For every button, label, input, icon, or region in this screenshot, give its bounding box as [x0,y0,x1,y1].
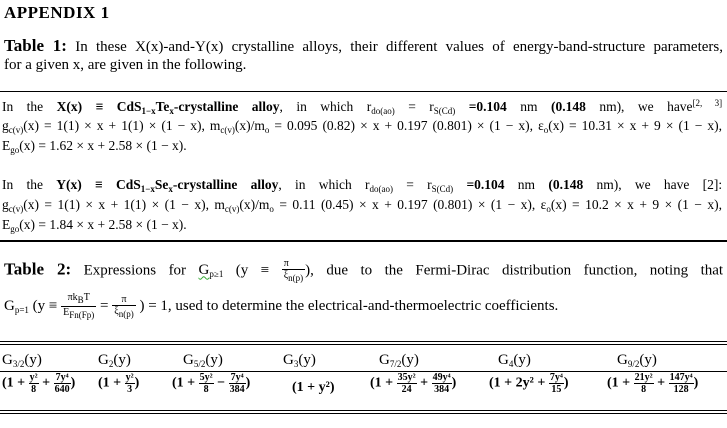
table2-pi2: π [112,294,135,306]
table1-caption-line1 [4,36,723,56]
alloy-y-r-val: =0.104 [466,177,505,192]
alloy-x-eps-sub: o [543,125,549,135]
alloy-y-colon: : [718,177,723,192]
alloy-y-symbol: Y(x) ≡ CdS [56,177,141,192]
alloy-y-line1 [2,177,722,194]
g3-value: (1 + y²) [292,380,335,395]
alloy-x-intro: In the [2,99,44,114]
alloy-x-m-eq: (x)/m [234,118,265,133]
table2-y-eq2: (y ≡ [32,297,58,314]
g32-header: $G_{3/2}(y)$ [2,352,42,369]
table2-caption-line2 [4,292,558,321]
alloy-x-r-s-sub: S(Cd) [433,106,456,116]
alloy-x-m-val: = 0.095 (0.82) × x + 0.197 (0.801) × (1 − x), ε [269,118,544,133]
alloy-y-e: E [2,217,11,232]
g3-header: $G_3(y)$ [283,352,316,369]
alloy-x-m-sub: c(v) [220,125,235,135]
g72-header: $G_{7/2}(y)$ [379,352,419,369]
alloy-x-refs: [2, 3] [692,98,723,108]
alloy-y-nm1: nm [517,177,536,192]
alloy-x-sub2: x [169,106,174,116]
alloy-y-refs: [2] [702,177,719,192]
alloy-y-g-sub: c(v) [8,204,24,214]
alloy-y-label: -crystalline alloy [172,177,279,192]
table2-xi2: ξ [114,305,119,317]
table2-expressions: Expressions [83,262,157,279]
alloy-x-which: , in which [279,99,354,114]
table2-pi-fraction [282,258,305,284]
alloy-x-r-do-sub: do(ao) [371,106,395,116]
table2-xi: ξ [283,270,289,281]
alloy-y-line3 [2,217,722,234]
g72-value: (1 + $\frac{\text{35y²}}{24}$ + $\frac{\text{49y⁴}}{384}$ ) [370,372,457,395]
alloy-x-we-have: we have [637,99,693,114]
table2-y-eq: (y ≡ [235,262,270,279]
table2-gp1: G [4,297,15,314]
table1-label: Table 1: [4,36,67,55]
alloy-x-line1 [2,98,722,116]
alloy-y-sub2: x [168,184,173,194]
alloy-x-e-sub: go [10,145,20,155]
table1-caption-line2: for a given x, are given in the following. [4,57,247,73]
alloy-x-eps-val: (x) = 10.31 × x + 9 × (1 − x), [548,118,722,133]
alloy-y-eps-sub: o [546,204,551,214]
alloy-x-eq: = r [408,99,434,114]
table2-caption-line1 [4,258,723,284]
alloy-y-e-sub: go [10,224,20,234]
g52-header: $G_{5/2}(y)$ [183,352,223,369]
table2-xi-sub2: n(p) [118,308,134,319]
table2-rest1: , due to the Fermi-Dirac distribution function, noting that [310,262,724,279]
table2-for: for [168,262,187,279]
table2-den2: E [63,307,70,318]
g2-header: $G_2(y)$ [98,352,131,369]
alloy-y-r-s-sub: S(Cd) [431,184,454,194]
alloy-x-r-val: =0.104 [468,99,507,114]
table2-bottom-line2 [0,413,727,414]
table2-num2: πk [67,292,78,303]
table2-close: ) [305,262,311,279]
table2-label: Table 2: [4,259,72,279]
table2-g-sub: p≥1 [209,269,224,280]
alloy-y-eq: = r [406,177,432,192]
table2-bottom-line1 [0,410,727,411]
alloy-x-line3 [2,138,722,155]
g2-value: (1 + $\frac{\text{y²}}{3}$ ) [98,372,140,395]
table2-kt-fraction [61,292,96,321]
alloy-y-we-have: we have [634,177,690,192]
divider-mid [0,240,727,242]
alloy-y-line2 [2,197,722,214]
alloy-x-g-eq: (x) = 1(1) × x + 1(1) × (1 − x), m [23,118,221,133]
table2-pi: π [282,258,305,270]
g52-value: (1 + $\frac{\text{5y²}}{8}$ − $\frac{\text{7y⁴}}{384}$ ) [172,372,251,395]
alloy-x-mo-sub: o [264,125,270,135]
g92-header: $G_{9/2}(y)$ [617,352,657,369]
table2-g: G [198,262,210,279]
table2-gp1-sub: p=1 [14,304,29,315]
table1-caption-text: In these X(x)-and-Y(x) crystalline alloys, their different values of energy-band-structure parameters, [75,39,723,55]
table2-close2: ) = 1 [139,297,168,314]
alloy-y-r-do-sub: do(ao) [369,184,394,194]
table2-rest2: , used to determine the electrical-and-thermoelectric coefficients. [167,297,559,314]
alloy-x-nm2: nm), [599,99,625,114]
appendix-title: APPENDIX 1 [4,3,110,22]
alloy-y-mo-sub: o [269,204,274,214]
alloy-x-g-sub: c(v) [8,125,24,135]
alloy-y-se: Se [154,177,169,192]
alloy-x-e: E [2,138,11,153]
table2-top-line2 [0,344,727,345]
alloy-x-r-do: r [366,99,372,114]
alloy-x-te: Te [155,99,170,114]
alloy-y-m-sub: c(v) [224,204,240,214]
table2-pi-fraction2 [112,294,135,320]
g4-value: (1 + 2y² + $\frac{\text{7y⁴}}{15}$ ) [489,372,569,395]
alloy-y-which: , in which [278,177,352,192]
divider-top [0,91,727,92]
alloy-y-g: g [2,197,9,212]
alloy-y-e-val: (x) = 1.84 × x + 2.58 × (1 − x). [19,217,187,232]
table2-num2-sub: B [77,295,84,305]
alloy-y-r-do: r [365,177,370,192]
alloy-y-m-eq: (x)/m [239,197,270,212]
alloy-x-r-val2: (0.148 [550,99,586,114]
table2-den2-sub: Fn(Fp) [69,310,95,320]
alloy-x-g: g [2,118,9,133]
alloy-x-label: -crystalline alloy [173,99,280,114]
table2-top-line1 [0,341,727,342]
alloy-x-e-val: (x) = 1.62 × x + 2.58 × (1 − x). [19,138,187,153]
alloy-y-m-val: = 0.11 (0.45) × x + 0.197 (0.801) × (1 − x), ε [273,197,547,212]
table2-xi-sub: n(p) [288,273,304,283]
alloy-y-r-val2: (0.148 [548,177,584,192]
alloy-x-nm1: nm [520,99,538,114]
alloy-y-intro: In the [2,177,43,192]
alloy-x-line2 [2,118,722,135]
alloy-y-sub1: 1−x [140,184,155,194]
alloy-y-g-eq: (x) = 1(1) × x + 1(1) × (1 − x), m [23,197,225,212]
alloy-y-eps-val: (x) = 10.2 × x + 9 × (1 − x), [550,197,722,212]
g92-value: (1 + $\frac{\text{21y²}}{8}$ + $\frac{\text{147y⁴}}{128}$ ) [607,372,699,395]
alloy-y-nm2: nm), [596,177,622,192]
alloy-x-symbol: X(x) ≡ CdS [56,99,142,114]
table2-num2-t: T [83,292,90,303]
g4-header: $G_4(y)$ [498,352,531,369]
table2-eq: = [100,297,109,314]
alloy-x-sub1: 1−x [141,106,156,116]
g32-value: (1 + $\frac{\text{y²}}{8}$ + $\frac{\text{7y⁴}}{640}$ ) [2,372,76,395]
